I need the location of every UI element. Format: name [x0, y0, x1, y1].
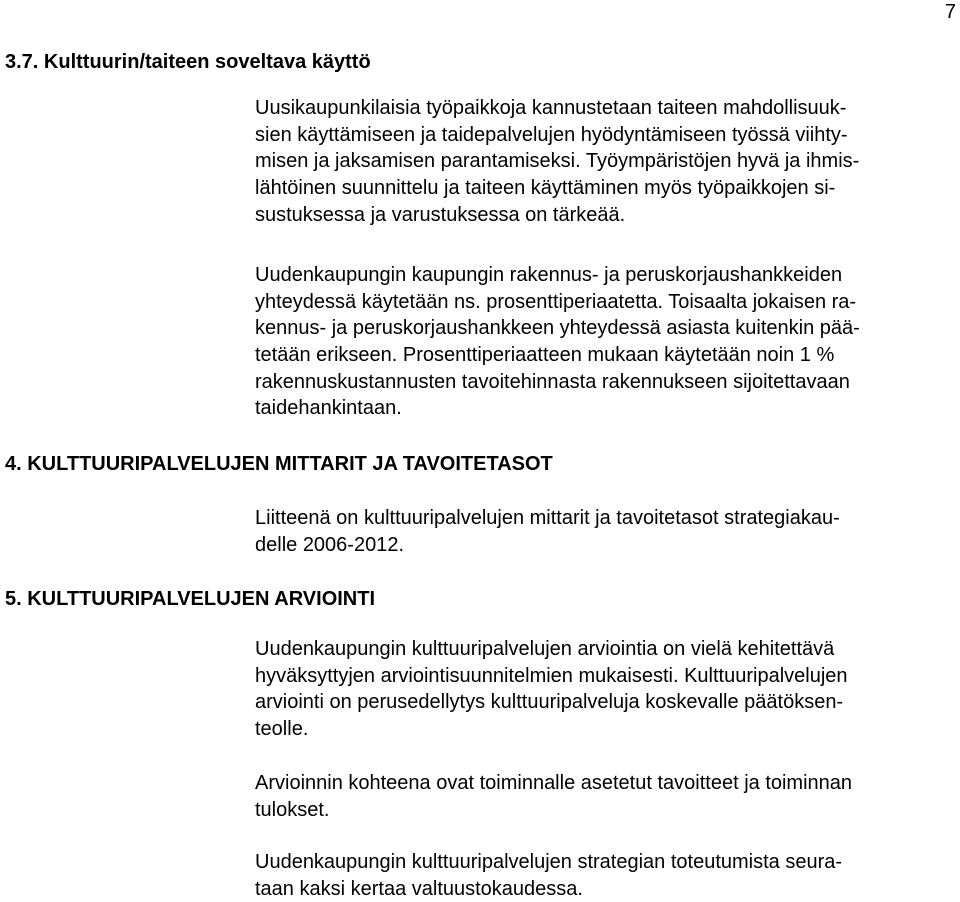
text-line: arviointi on perusedellytys kulttuuripalveluja koskevalle päätöksen-	[255, 691, 844, 714]
text-line: tulokset.	[255, 798, 330, 821]
text-line: yhteydessä käytetään ns. prosenttiperiaatetta. Toisaalta jokaisen ra-	[255, 290, 857, 313]
text-line: sien käyttämiseen ja taidepalvelujen hyödyntämiseen työssä viihty-	[255, 123, 848, 146]
section-heading-5: 5. KULTTUURIPALVELUJEN ARVIOINTI	[5, 588, 376, 610]
text-line: Uudenkaupungin kaupungin rakennus- ja peruskorjaushankkeiden	[255, 264, 843, 286]
text-line: lähtöinen suunnittelu ja taiteen käyttäminen myös työpaikkojen si-	[255, 177, 836, 200]
text-line: rakennuskustannusten tavoitehinnasta rakennukseen sijoitettavaan	[255, 370, 850, 393]
paragraph-evaluation	[255, 636, 848, 743]
text-line: misen ja jaksamisen parantamiseksi. Työympäristöjen hyvä ja ihmis-	[255, 150, 860, 173]
text-line: Uusikaupunkilaisia työpaikkoja kannustetaan taiteen mahdollisuuk-	[255, 97, 847, 119]
paragraph-strategy-followup	[255, 849, 842, 902]
text-line: taan kaksi kertaa valtuustokaudessa.	[255, 877, 583, 900]
page-number: 7	[944, 1, 956, 23]
text-line: Liitteenä on kulttuuripalvelujen mittarit ja tavoitetasot strategiakau-	[255, 507, 840, 529]
paragraph-attachment	[255, 505, 840, 558]
text-line: delle 2006-2012.	[255, 533, 405, 556]
text-line: kennus- ja peruskorjaushankkeen yhteydessä asiasta kuitenkin pää-	[255, 317, 860, 340]
text-line: Uudenkaupungin kulttuuripalvelujen strategian toteutumista seura-	[255, 851, 843, 873]
text-line: Arvioinnin kohteena ovat toiminnalle asetetut tavoitteet ja toiminnan	[255, 772, 853, 794]
paragraph-evaluation-targets	[255, 770, 852, 823]
section-heading-3-7: 3.7. Kulttuurin/taiteen soveltava käyttö	[5, 51, 371, 73]
text-line: taidehankintaan.	[255, 397, 402, 420]
text-line: teolle.	[255, 718, 309, 741]
paragraph-workplaces-art	[255, 95, 859, 228]
text-line: hyväksyttyjen arviointisuunnitelmien mukaisesti. Kulttuuripalvelujen	[255, 664, 848, 687]
text-line: Uudenkaupungin kulttuuripalvelujen arviointia on vielä kehitettävä	[255, 638, 835, 660]
section-heading-4: 4. KULTTUURIPALVELUJEN MITTARIT JA TAVOITETASOT	[5, 453, 553, 475]
paragraph-percent-principle	[255, 262, 860, 422]
text-line: tetään erikseen. Prosenttiperiaatteen mukaan käytetään noin 1 %	[255, 344, 835, 367]
text-line: sustuksessa ja varustuksessa on tärkeää.	[255, 203, 626, 226]
